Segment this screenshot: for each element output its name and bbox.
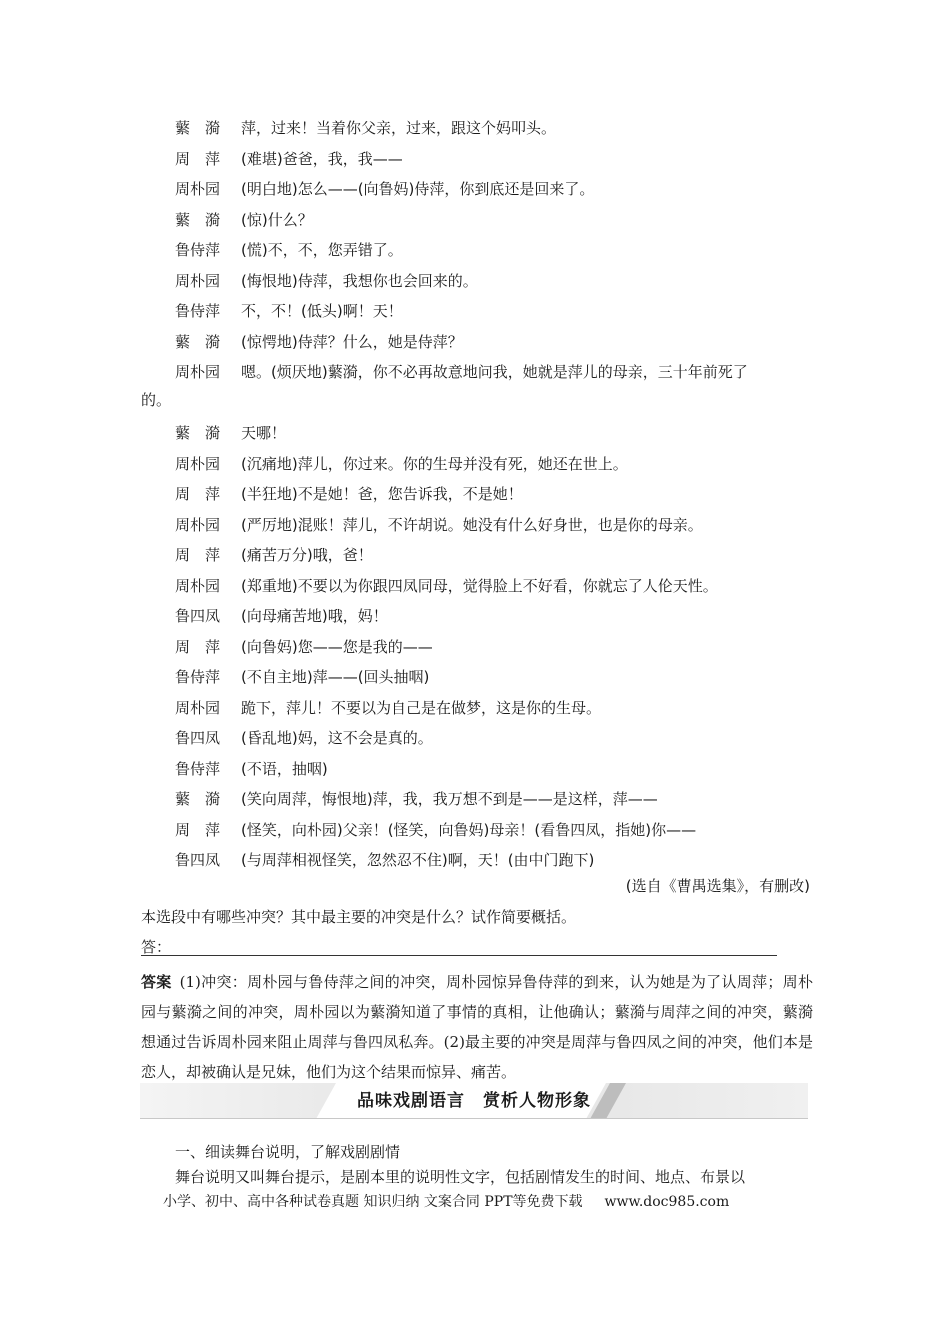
dialogue-line: [175, 271, 815, 291]
dialogue-speaker: 鲁四凤: [175, 729, 221, 747]
dialogue-line: [175, 210, 815, 230]
dialogue-speaker: 周朴园: [175, 515, 221, 534]
dialogue-text: (向鲁妈)您——您是我的——: [241, 637, 433, 656]
answer-text: (1)冲突：周朴园与鲁侍萍之间的冲突，周朴园惊异鲁侍萍的到来，认为她是为了认周萍；周朴园与蘩漪之间的冲突，周朴园以为蘩漪知道了事情的真相，让他确认；蘩漪与周萍之间的冲突，蘩漪想通过告诉周朴园来阻止周萍与鲁四凤私奔。(2)最主要的冲突是周萍与鲁四凤之间的冲突，他们本是恋人，却被确认是兄妹，他们为这个结果而惊异、痛苦。: [141, 973, 813, 1081]
dialogue-speaker: 周朴园: [175, 698, 221, 717]
dialogue-speaker: 周朴园: [175, 271, 221, 290]
dialogue-line: [175, 240, 815, 260]
question-text: 本选段中有哪些冲突？其中最主要的冲突是什么？试作简要概括。: [141, 908, 577, 926]
dialogue-text: (痛苦万分)哦，爸！: [241, 546, 373, 564]
dialogue-line: [175, 728, 815, 748]
section-heading: 一、细读舞台说明，了解戏剧剧情: [175, 1143, 401, 1161]
dialogue-speaker: 鲁四凤: [175, 607, 221, 625]
dialogue-line: [175, 454, 815, 474]
dialogue-line: [175, 637, 815, 657]
dialogue-text: (严厉地)混账！萍儿，不许胡说。她没有什么好身世，也是你的母亲。: [241, 515, 703, 534]
dialogue-line: [175, 789, 815, 809]
dialogue-text: 嗯。(烦厌地)蘩漪，你不必再故意地问我，她就是萍儿的母亲，三十年前死了: [241, 363, 748, 381]
dialogue-line: [175, 515, 815, 535]
dialogue-line: [175, 118, 815, 138]
dialogue-speaker: 鲁侍萍: [175, 241, 221, 259]
dialogue-speaker: 蘩 漪: [175, 790, 221, 808]
dialogue-line: [175, 332, 815, 352]
dialogue-text: (沉痛地)萍儿，你过来。你的生母并没有死，她还在世上。: [241, 454, 628, 473]
dialogue-speaker: 鲁侍萍: [175, 302, 221, 320]
footer-text: 小学、初中、高中各种试卷真题 知识归纳 文案合同 PPT等免费下载: [163, 1194, 583, 1210]
dialogue-text: (惊)什么？: [241, 210, 313, 229]
dialogue-text: (难堪)爸爸，我，我——: [241, 149, 403, 168]
dialogue-text: (不语，抽咽): [241, 759, 328, 778]
answer-blank-line: [141, 940, 777, 956]
dialogue-line: [175, 667, 815, 687]
section-banner-title: 品味戏剧语言 赏析人物形象: [357, 1091, 591, 1111]
dialogue-text: (明白地)怎么——(向鲁妈)侍萍，你到底还是回来了。: [241, 180, 595, 198]
dialogue-text: 天哪！: [241, 424, 287, 442]
dialogue-speaker: 周 萍: [175, 485, 221, 503]
dialogue-speaker: 周 萍: [175, 149, 221, 168]
dialogue-speaker: 蘩 漪: [175, 119, 221, 137]
dialogue-line: [175, 423, 815, 443]
dialogue-line: [175, 576, 815, 596]
dialogue-line: [175, 759, 815, 779]
answer-prompt: 答：: [141, 938, 172, 956]
section-body-text: 舞台说明又叫舞台提示，是剧本里的说明性文字，包括剧情发生的时间、地点、布景以: [175, 1168, 746, 1186]
page-footer: [163, 1192, 729, 1212]
dialogue-line: [175, 850, 815, 870]
source-citation: (选自《曹禺选集》，有删改): [625, 877, 810, 895]
dialogue-line: [175, 820, 815, 840]
dialogue-text: (郑重地)不要以为你跟四凤同母，觉得脸上不好看，你就忘了人伦天性。: [241, 576, 718, 595]
dialogue-speaker: 周 萍: [175, 820, 221, 839]
dialogue-speaker: 鲁侍萍: [175, 668, 221, 686]
dialogue-text: 不，不！(低头)啊！天！: [241, 302, 403, 320]
dialogue-text: (不自主地)萍——(回头抽咽): [241, 668, 430, 686]
dialogue-line: [175, 362, 815, 382]
answer-label: 答案: [141, 973, 172, 991]
dialogue-speaker: 周朴园: [175, 576, 221, 595]
dialogue-line: [175, 484, 815, 504]
dialogue-text: (怪笑，向朴园)父亲！(怪笑，向鲁妈)母亲！(看鲁四凤，指她)你——: [241, 820, 697, 839]
dialogue-speaker: 蘩 漪: [175, 210, 221, 229]
dialogue-speaker: 鲁四凤: [175, 851, 221, 869]
dialogue-line: [175, 149, 815, 169]
dialogue-speaker: 周朴园: [175, 454, 221, 473]
dialogue-text: (向母痛苦地)哦，妈！: [241, 607, 388, 625]
dialogue-line: [175, 606, 815, 626]
dialogue-text: (半狂地)不是她！爸，您告诉我，不是她！: [241, 485, 523, 503]
footer-url[interactable]: www.doc985.com: [604, 1194, 730, 1210]
dialogue-line: [175, 698, 815, 718]
dialogue-line: [175, 545, 815, 565]
dialogue-line: [175, 301, 815, 321]
dialogue-speaker: 周朴园: [175, 180, 221, 198]
dialogue-text: (悔恨地)侍萍，我想你也会回来的。: [241, 271, 478, 290]
dialogue-text: 跪下，萍儿！不要以为自己是在做梦，这是你的生母。: [241, 698, 602, 717]
dialogue-speaker: 周 萍: [175, 546, 221, 564]
answer-paragraph: [141, 967, 813, 1087]
dialogue-text: (慌)不，不，您弄错了。: [241, 241, 403, 259]
dialogue-speaker: 周 萍: [175, 637, 221, 656]
dialogue-text: (惊愕地)侍萍？什么，她是侍萍？: [241, 332, 463, 351]
dialogue-line: [175, 179, 815, 199]
dialogue-text: (昏乱地)妈，这不会是真的。: [241, 729, 433, 747]
dialogue-speaker: 蘩 漪: [175, 424, 221, 442]
dialogue-speaker: 蘩 漪: [175, 332, 221, 351]
dialogue-text: (笑向周萍，悔恨地)萍，我，我万想不到是——是这样，萍——: [241, 790, 658, 808]
dialogue-speaker: 周朴园: [175, 363, 221, 381]
dialogue-speaker: 鲁侍萍: [175, 759, 221, 778]
dialogue-wrap-tail: 的。: [141, 391, 172, 409]
dialogue-text: (与周萍相视怪笑，忽然忍不住)啊，天！(由中门跑下): [241, 851, 595, 869]
dialogue-text: 萍，过来！当着你父亲，过来，跟这个妈叩头。: [241, 119, 557, 137]
